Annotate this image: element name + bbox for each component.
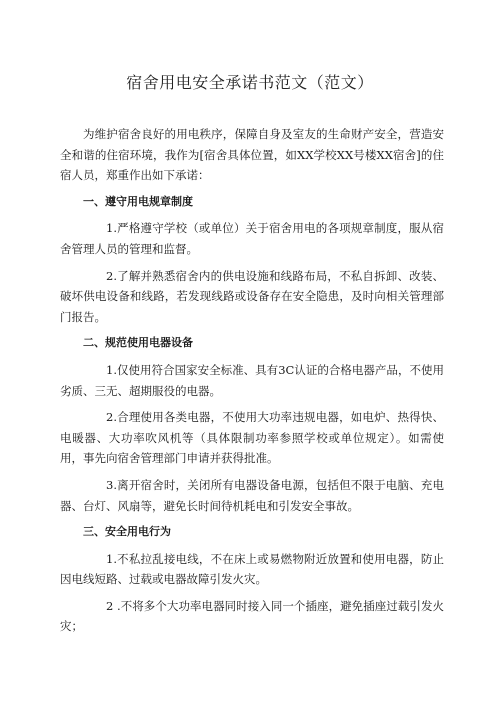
- item-text: .离开宿舍时，关闭所有电器设备电源，包括但不限于电脑、充电器、台灯、风扇等，避免长时间待机耗电和引发安全事故。: [60, 477, 444, 513]
- document-body: [60, 124, 444, 643]
- item-text: .仅使用符合国家安全标准、具有3C认证的合格电器产品，不使用劣质、三无、超期服役的电器。: [60, 362, 444, 398]
- item-number: 1: [106, 551, 114, 566]
- item-number: 3: [106, 477, 114, 492]
- section-heading-1: 一、遵守用电规章制度: [83, 194, 193, 208]
- item-number: 2: [106, 268, 114, 283]
- item-text: .了解并熟悉宿舍内的供电设施和线路布局，不私自拆卸、改装、破坏供电设备和线路，若发现线路或设备存在安全隐患，及时向相关管理部门报告。: [60, 268, 444, 324]
- section-heading-2: 二、规范使用电器设备: [83, 336, 193, 350]
- item-number: 2: [106, 598, 114, 613]
- section-heading-3: 三、安全用电行为: [83, 525, 171, 539]
- document-title: 宿舍用电安全承诺书范文（范文）: [126, 73, 374, 92]
- section-1-item-1: [60, 218, 444, 259]
- item-text: .不将多个大功率电器同时接入同一个插座，避免插座过载引发火灾；: [60, 598, 444, 634]
- section-2-item-3: [60, 475, 444, 516]
- section-2-item-2: [60, 407, 444, 469]
- section-2-item-1: [60, 360, 444, 401]
- item-number: 2: [106, 410, 114, 425]
- item-text: .合理使用各类电器，不使用大功率违规电器，如电炉、热得快、电暖器、大功率吹风机等（具体限制功率参照学校或单位规定）。如需使用，事先向宿舍管理部门申请并获得批准。: [60, 410, 444, 466]
- intro-paragraph: 为维护宿舍良好的用电秩序，保障自身及室友的生命财产安全，营造安全和谐的住宿环境，我作为[宿舍具体位置，如XX学校XX号楼XX宿舍]的住宿人员，郑重作出如下承诺：: [60, 127, 444, 183]
- item-text: .严格遵守学校（或单位）关于宿舍用电的各项规章制度，服从宿舍管理人员的管理和监督。: [60, 221, 444, 256]
- item-number: 1: [106, 362, 114, 377]
- item-text: .不私拉乱接电线，不在床上或易燃物附近放置和使用电器，防止因电线短路、过载或电器故障引发火灾。: [60, 551, 444, 587]
- section-3-item-1: [60, 549, 444, 590]
- section-1-item-2: [60, 266, 444, 328]
- item-number: 1: [106, 221, 114, 236]
- section-3-item-2: [60, 596, 444, 637]
